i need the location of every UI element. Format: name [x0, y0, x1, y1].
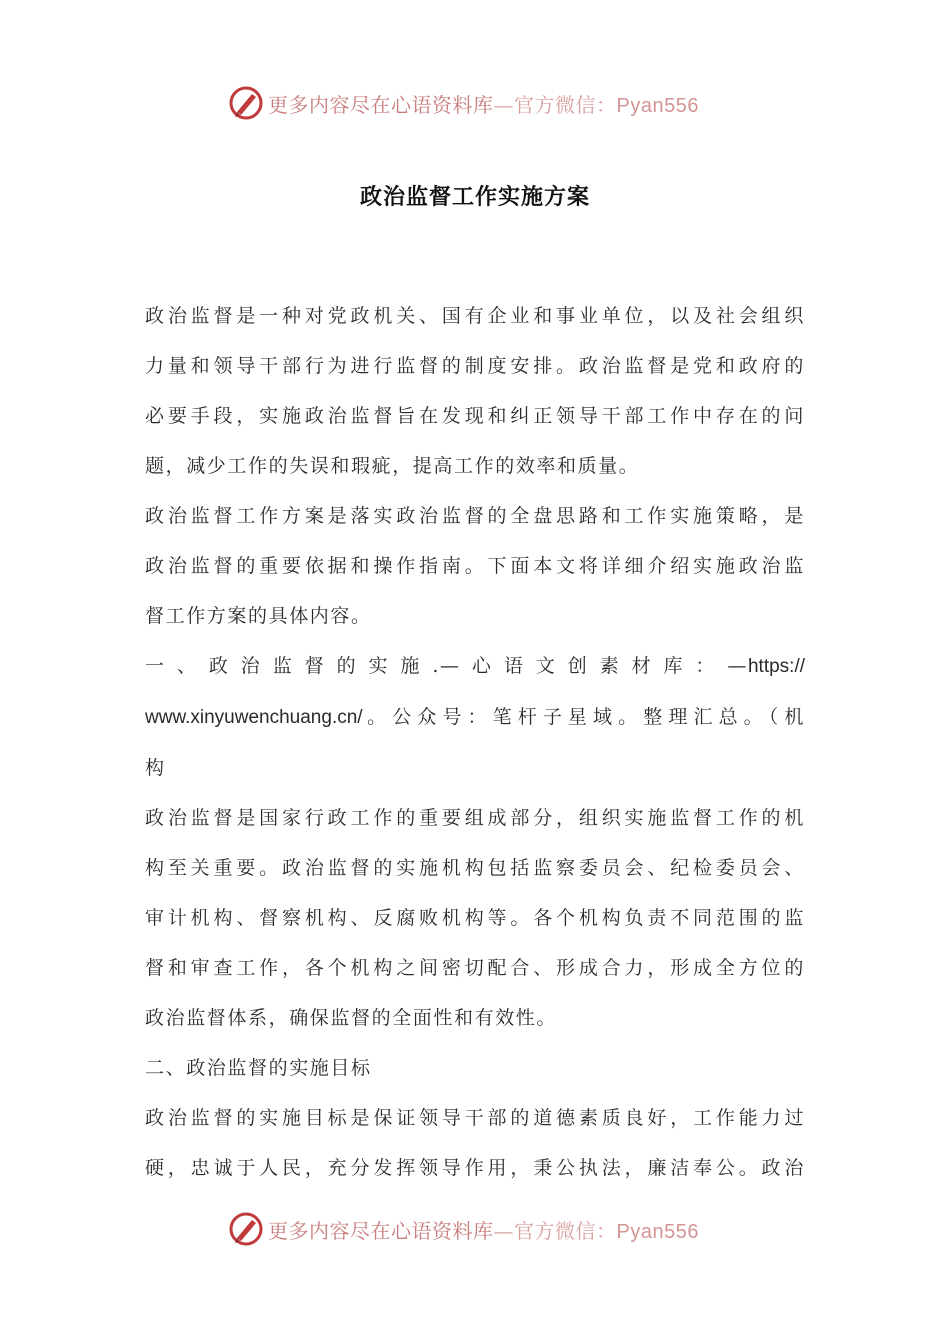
url-link[interactable]: www.xinyuwenchuang.cn/ [145, 707, 363, 728]
text-line: www.xinyuwenchuang.cn/。公众号：笔杆子星域。整理汇总。（机 [145, 706, 805, 728]
footer-banner [228, 1209, 699, 1249]
footer-banner-text: 更多内容尽在心语资料库—官方微信：Pyan556 [268, 1218, 699, 1243]
text-line: 政治监督是一种对党政机关、国有企业和事业单位，以及社会组织 [145, 305, 805, 327]
text-line: 政治监督的实施目标是保证领导干部的道德素质良好，工作能力过 [145, 1107, 805, 1129]
text-line: 构 [145, 757, 166, 779]
text-line: 构至关重要。政治监督的实施机构包括监察委员会、纪检委员会、 [145, 857, 805, 879]
text-line: 政治监督是国家行政工作的重要组成部分，组织实施监督工作的机 [145, 807, 805, 829]
document-title: 政治监督工作实施方案 [359, 185, 590, 210]
text-line: 一、政治监督的实施.—心语文创素材库：—https:// [145, 655, 805, 677]
text-line: 必要手段，实施政治监督旨在发现和纠正领导干部工作中存在的问 [145, 405, 805, 427]
url-link[interactable]: https:// [747, 656, 805, 677]
pen-logo-icon [228, 85, 264, 121]
text-line: 二、政治监督的实施目标 [145, 1057, 372, 1079]
header-banner-text: 更多内容尽在心语资料库—官方微信：Pyan556 [268, 92, 699, 117]
paragraph-institutions [145, 793, 805, 1043]
paragraph-intro [145, 291, 805, 491]
heading-two [145, 1043, 805, 1093]
heading-one [145, 641, 805, 793]
text-line: 督工作方案的具体内容。 [145, 605, 372, 627]
text-line: 督和审查工作，各个机构之间密切配合、形成合力，形成全方位的 [145, 957, 805, 979]
paragraph-goals [145, 1093, 805, 1193]
header-banner [228, 83, 699, 123]
text-line: 审计机构、督察机构、反腐败机构等。各个机构负责不同范围的监 [145, 907, 805, 929]
text-line: 政治监督体系，确保监督的全面性和有效性。 [145, 1007, 558, 1029]
document-body [145, 291, 805, 1193]
pen-logo-icon [228, 1211, 264, 1247]
text-line: 硬，忠诚于人民，充分发挥领导作用，秉公执法，廉洁奉公。政治 [145, 1157, 805, 1179]
text-line: 题，减少工作的失误和瑕疵，提高工作的效率和质量。 [145, 455, 640, 477]
text-line: 政治监督工作方案是落实政治监督的全盘思路和工作实施策略，是 [145, 505, 805, 527]
text-line: 政治监督的重要依据和操作指南。下面本文将详细介绍实施政治监 [145, 555, 805, 577]
text-line: 力量和领导干部行为进行监督的制度安排。政治监督是党和政府的 [145, 355, 805, 377]
paragraph-plan [145, 491, 805, 641]
